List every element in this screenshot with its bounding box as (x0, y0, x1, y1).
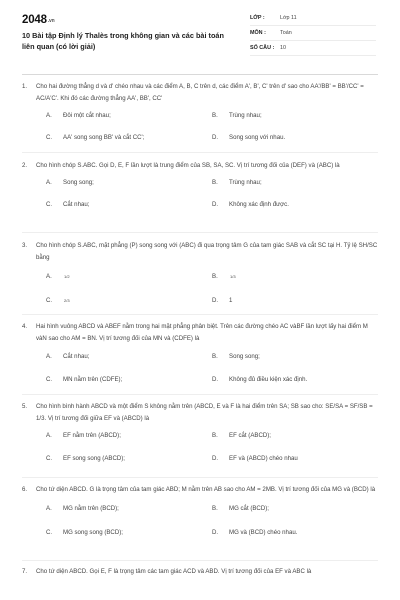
question-number: 1. (22, 83, 28, 90)
option-d[interactable] (212, 453, 298, 465)
option-label: D. (212, 455, 219, 462)
option-d[interactable] (212, 132, 285, 144)
logo-tld: .vn (47, 18, 55, 24)
option-text: MG và (BCD) chéo nhau. (229, 529, 298, 536)
header-divider (22, 74, 378, 75)
info-row-count (250, 41, 376, 56)
question-number: 4. (22, 323, 28, 330)
option-b[interactable] (212, 271, 237, 283)
option-label: B. (212, 273, 218, 280)
info-value: 10 (280, 45, 286, 51)
option-c[interactable] (46, 374, 122, 386)
option-b[interactable] (212, 503, 269, 515)
info-key: MÔN : (250, 30, 266, 36)
option-text: AA' song song BB' và cắt CC'; (63, 134, 145, 141)
option-text: MG song song (BCD); (63, 529, 123, 536)
option-text: Song song; (229, 353, 260, 360)
option-label: A. (46, 112, 52, 119)
option-text: 1 (229, 297, 233, 304)
question-1 (22, 81, 378, 147)
option-group (36, 496, 378, 540)
option-label: C. (46, 455, 53, 462)
option-label: D. (212, 529, 219, 536)
option-label: A. (46, 273, 52, 280)
option-label: B. (212, 505, 218, 512)
option-c[interactable] (46, 453, 125, 465)
site-logo[interactable] (22, 14, 54, 26)
option-label: C. (46, 376, 53, 383)
option-b[interactable] (212, 430, 271, 442)
option-label: C. (46, 201, 53, 208)
document-header (0, 0, 400, 74)
option-text: Cắt nhau; (63, 353, 90, 360)
option-group (36, 345, 378, 389)
logo-text: 2048 (22, 14, 47, 26)
info-key: SỐ CÂU : (250, 45, 275, 51)
option-d[interactable] (212, 527, 297, 539)
question-stem: Cho hình bình hành ABCD và một điểm S không nằm trên (ABCD, E và F là hai điểm trên SA; SB sao cho: SE/SA = SF/SB = 1/3. Vị trí tương đối giữa EF và (ABCD) là (36, 403, 373, 422)
option-label: D. (212, 376, 219, 383)
option-group (36, 264, 378, 310)
option-label: D. (212, 297, 219, 304)
option-b[interactable] (212, 177, 262, 189)
option-d[interactable] (212, 295, 232, 307)
option-a[interactable] (46, 351, 89, 363)
info-row-subject (250, 26, 376, 41)
option-a[interactable] (46, 430, 121, 442)
option-text: MN nằm trên (CDFE); (63, 376, 123, 383)
option-text: EF nằm trên (ABCD); (63, 432, 121, 439)
option-text: EF cắt (ABCD); (229, 432, 271, 439)
document-title: 10 Bài tập Định lý Thalès trong không gian và các bài toán liên quan (có lời giải) (22, 31, 224, 51)
question-stem: Hai hình vuông ABCD và ABEF nằm trong hai mặt phẳng phân biệt. Trên các đường chéo AC vàBF lần lượt lấy hai điểm M vàN sao cho AM = BN. Vị trí tương đối của MN và (CDFE) là (36, 323, 368, 342)
option-text: 1/2 (64, 274, 70, 279)
question-divider (22, 314, 378, 315)
option-a[interactable] (46, 271, 71, 283)
option-label: D. (212, 134, 219, 141)
question-number: 2. (22, 162, 28, 169)
option-text: MG nằm trên (BCD); (63, 505, 119, 512)
info-value: Toán (280, 30, 292, 36)
option-text: Cắt nhau; (63, 201, 90, 208)
option-group (36, 425, 378, 469)
question-3 (22, 240, 378, 310)
option-a[interactable] (46, 503, 119, 515)
question-divider (22, 477, 378, 478)
option-text: Trùng nhau; (229, 112, 262, 119)
option-c[interactable] (46, 295, 71, 307)
question-stem: Cho hai đường thẳng d và d' chéo nhau và các điểm A, B, C trên d, các điểm A', B', C' trên d' sao cho AA'/BB' = BB'/CC' = AC/A'C'. Khi đó các đường thẳng AA', BB', CC' (36, 83, 364, 102)
option-text: Đôi một cắt nhau; (63, 112, 111, 119)
question-stem: Cho tứ diện ABCD. Gọi E, F là trọng tâm các tam giác ACD và ABD. Vị trí tương đối của EF và ABC là (36, 568, 312, 575)
info-row-class (250, 11, 376, 26)
question-number: 6. (22, 486, 28, 493)
option-text: 1/3 (230, 274, 236, 279)
option-group (36, 172, 378, 214)
document-info-table (250, 11, 376, 56)
question-divider (22, 232, 378, 233)
info-value: Lớp 11 (280, 15, 297, 21)
option-label: C. (46, 297, 53, 304)
option-a[interactable] (46, 110, 111, 122)
option-d[interactable] (212, 374, 307, 386)
option-text: Song song; (63, 179, 94, 186)
option-b[interactable] (212, 351, 260, 363)
option-d[interactable] (212, 199, 289, 211)
option-text: Không xác định được. (229, 201, 289, 208)
option-text: 2/3 (64, 298, 70, 303)
option-text: MG cắt (BCD); (229, 505, 269, 512)
option-text: EF và (ABCD) chéo nhau (229, 455, 298, 462)
question-divider (22, 152, 378, 153)
question-number: 3. (22, 242, 28, 249)
question-2 (22, 160, 378, 214)
option-c[interactable] (46, 132, 144, 144)
question-stem: Cho hình chóp S.ABC, mặt phẳng (P) song song với (ABC) đi qua trọng tâm G của tam giác SAB và cắt SC tại H. Tỷ lệ SH/SC bằng (36, 242, 378, 261)
question-number: 7. (22, 568, 28, 575)
option-label: C. (46, 134, 53, 141)
question-divider (22, 394, 378, 395)
question-6 (22, 484, 378, 540)
option-label: B. (212, 353, 218, 360)
option-c[interactable] (46, 527, 123, 539)
option-label: C. (46, 529, 53, 536)
option-text: EF song song (ABCD); (63, 455, 125, 462)
option-label: A. (46, 432, 52, 439)
option-label: A. (46, 179, 52, 186)
option-c[interactable] (46, 199, 89, 211)
option-text: Song song với nhau. (229, 134, 286, 141)
option-label: B. (212, 179, 218, 186)
option-label: A. (46, 505, 52, 512)
question-divider (22, 560, 378, 561)
option-group (36, 105, 378, 147)
question-stem: Cho hình chóp S.ABC. Gọi D, E, F lần lượt là trung điểm của SB, SA, SC. Vị trí tương đối của (DEF) và (ABC) là (36, 162, 340, 169)
option-text: Không đủ điều kiện xác định. (229, 376, 308, 383)
option-label: B. (212, 432, 218, 439)
question-5 (22, 401, 378, 469)
option-a[interactable] (46, 177, 94, 189)
question-4 (22, 321, 378, 389)
option-label: A. (46, 353, 52, 360)
info-key: LỚP : (250, 15, 265, 21)
option-b[interactable] (212, 110, 262, 122)
option-text: Trùng nhau; (229, 179, 262, 186)
option-label: B. (212, 112, 218, 119)
question-7 (22, 566, 378, 578)
option-label: D. (212, 201, 219, 208)
question-stem: Cho tứ diện ABCD. G là trọng tâm của tam giác ABD; M nằm trên AB sao cho AM = 2MB. Vị trí tương đối của MG và (BCD) là (36, 486, 376, 493)
question-number: 5. (22, 403, 28, 410)
